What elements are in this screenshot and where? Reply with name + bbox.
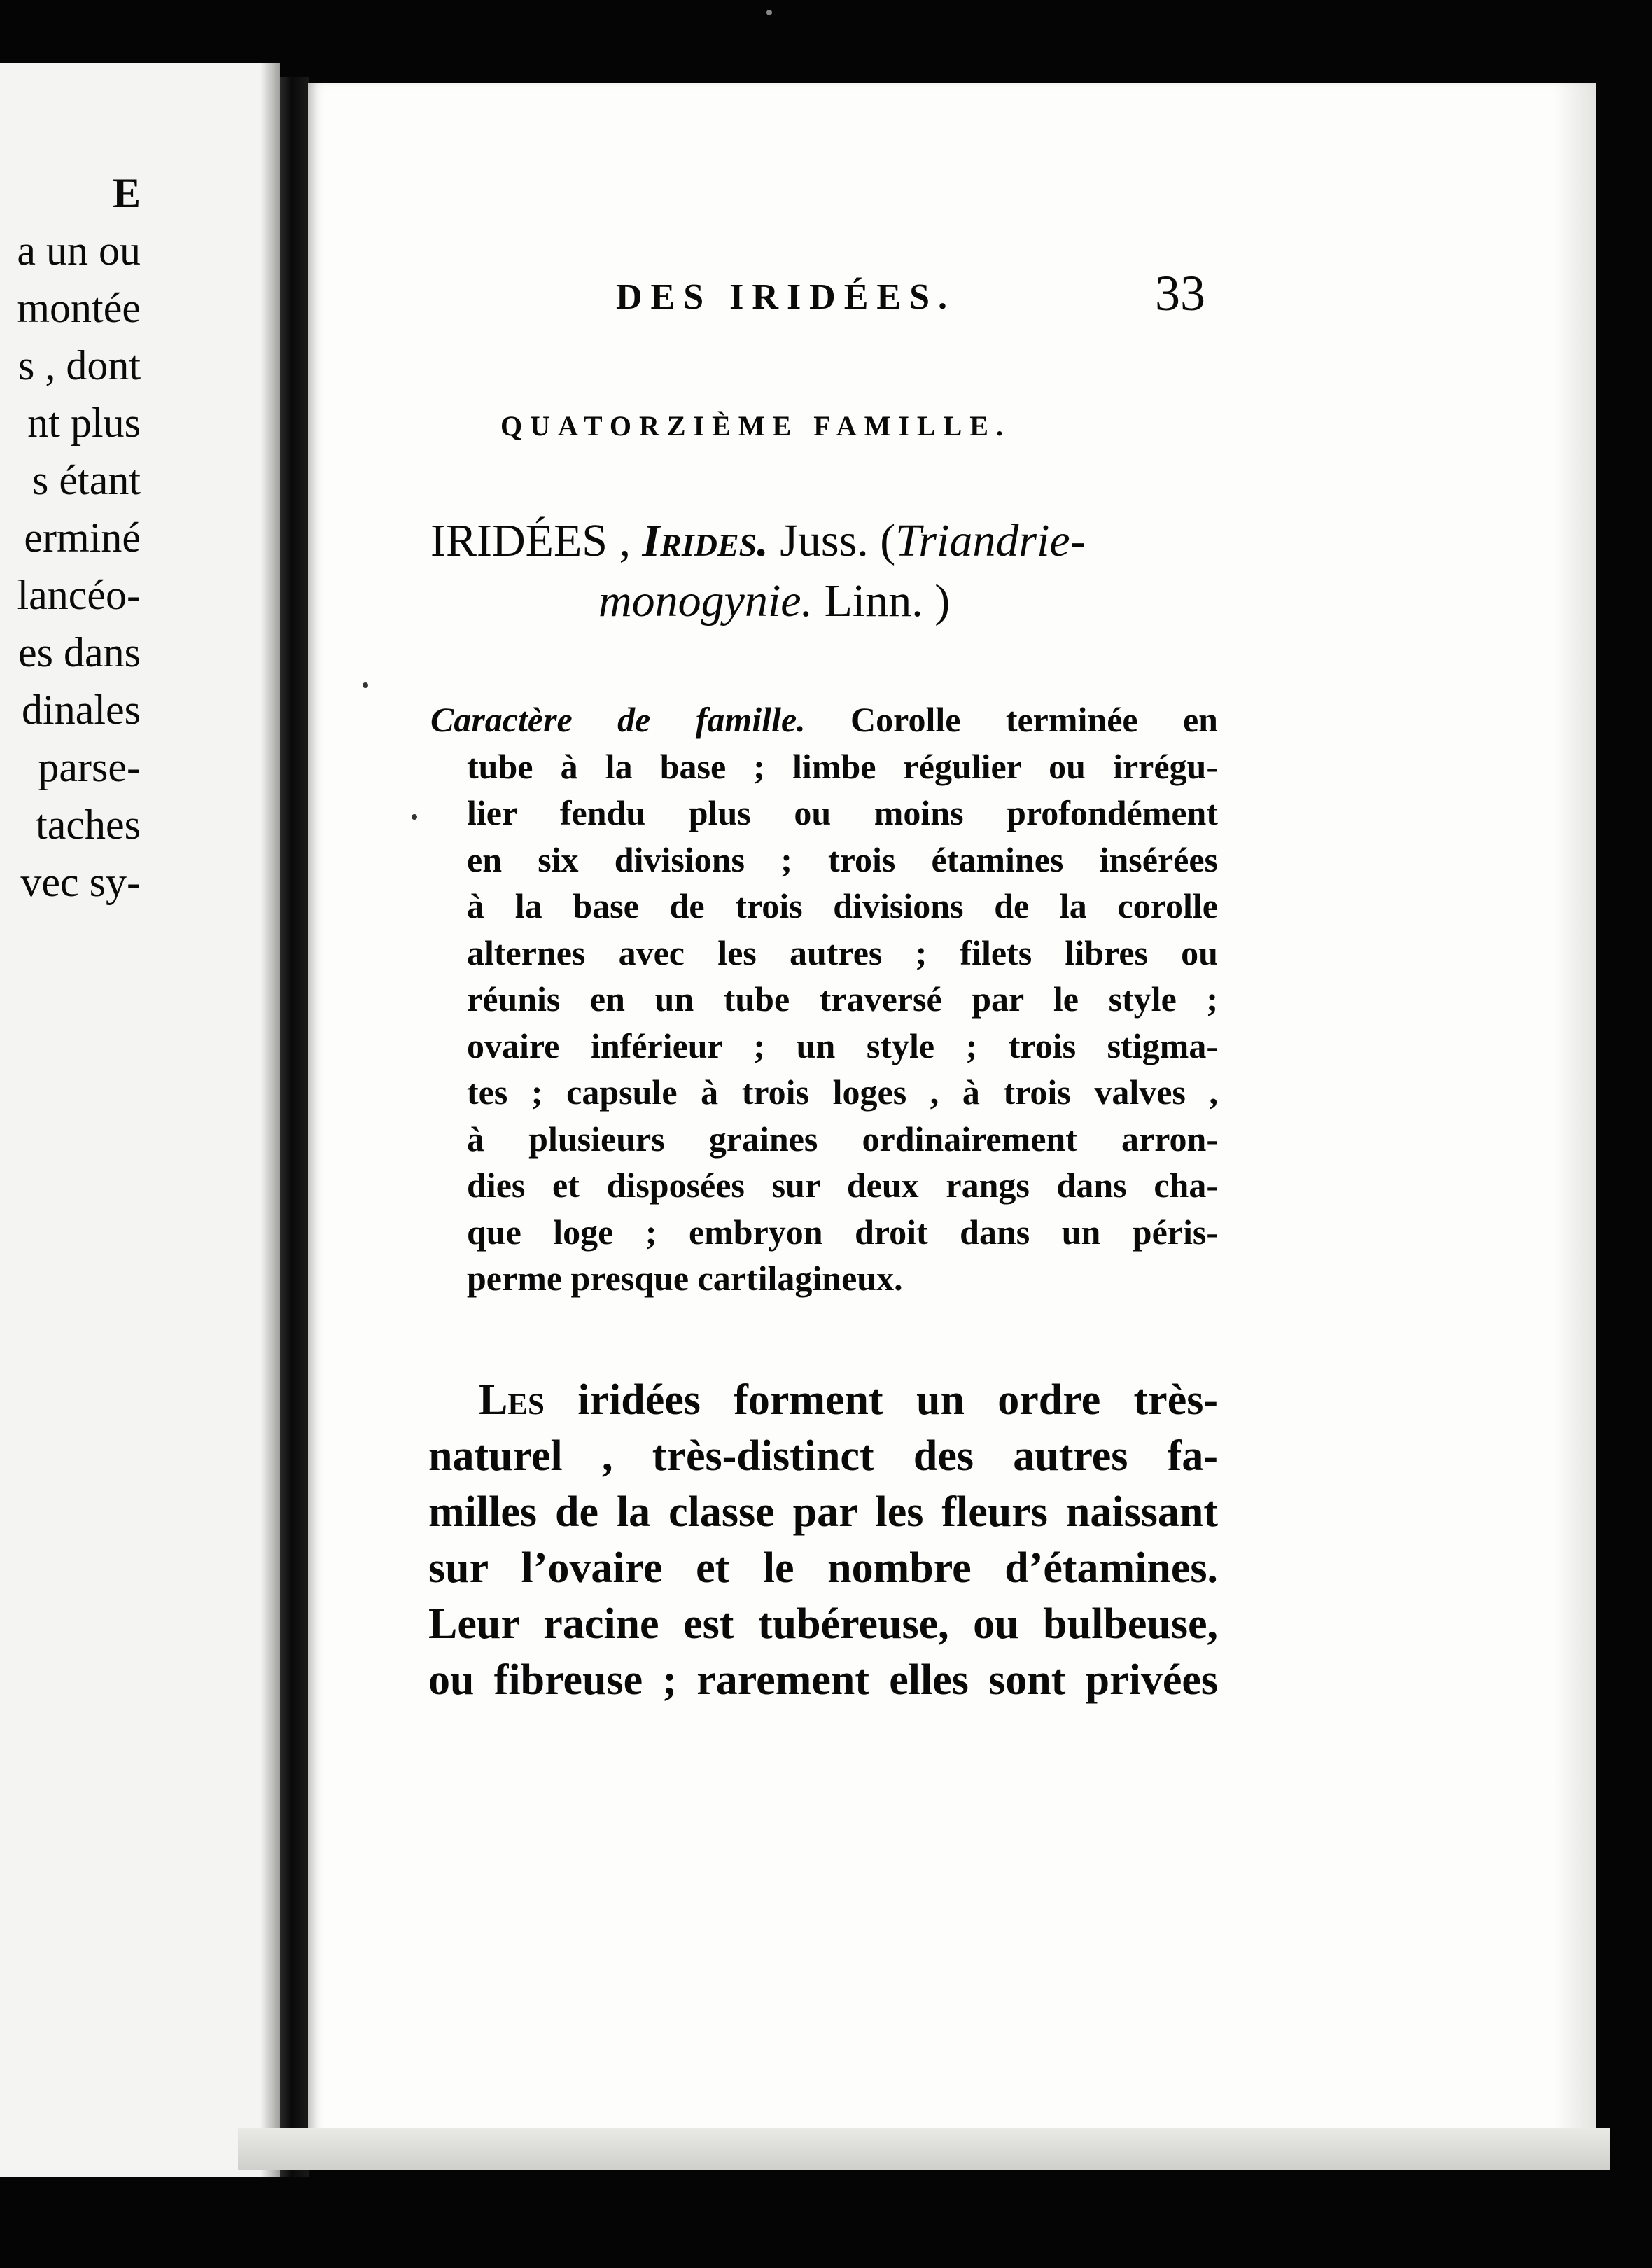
body-line: Leur racine est tubéreuse, ou bulbeuse, bbox=[428, 1600, 1218, 1648]
page-bottom-edge bbox=[238, 2128, 1610, 2170]
left-line: dinales bbox=[22, 687, 141, 733]
character-line: tes ; capsule à trois loges , à trois valves , bbox=[467, 1072, 1218, 1112]
character-line: à la base de trois divisions de la corolle bbox=[467, 886, 1218, 925]
left-line: parse- bbox=[38, 744, 141, 790]
character-line: en six divisions ; trois étamines insérées bbox=[467, 839, 1218, 879]
ink-speck bbox=[412, 814, 417, 820]
linnaean-order: monogynie. bbox=[598, 575, 813, 626]
ink-speck bbox=[363, 682, 368, 688]
family-character bbox=[430, 696, 1218, 1302]
character-text: Corolle terminée en bbox=[850, 700, 1218, 739]
body-line: milles de la classe par les fleurs naissant bbox=[428, 1488, 1218, 1536]
linnaean-authority: Linn. ) bbox=[824, 575, 951, 626]
family-name: IRIDÉES , bbox=[430, 515, 631, 566]
linnaean-class: Triandrie- bbox=[895, 515, 1086, 566]
family-title-line-2 bbox=[430, 571, 1228, 631]
left-line: s étant bbox=[32, 457, 141, 503]
body-paragraph bbox=[428, 1372, 1218, 1708]
left-line: s , dont bbox=[18, 342, 141, 388]
page-number: 33 bbox=[1155, 265, 1205, 321]
character-line: tube à la base ; limbe régulier ou irrégu- bbox=[467, 746, 1218, 786]
family-authority: Juss. ( bbox=[780, 515, 896, 566]
character-line bbox=[430, 696, 1218, 743]
left-line: vec sy- bbox=[20, 859, 141, 905]
character-line: que loge ; embryon droit dans un péris- bbox=[467, 1212, 1218, 1252]
left-line: es dans bbox=[18, 629, 141, 676]
family-latin-name: Irides. bbox=[642, 515, 769, 566]
character-line: ovaire inférieur ; un style ; trois stigma- bbox=[467, 1026, 1218, 1065]
body-line: ou fibreuse ; rarement elles sont privées bbox=[428, 1656, 1218, 1704]
left-line: taches bbox=[36, 802, 141, 848]
character-line: réunis en un tube traversé par le style ; bbox=[467, 979, 1218, 1018]
ink-speck bbox=[766, 10, 772, 15]
left-line: erminé bbox=[24, 514, 141, 561]
character-line: lier fendu plus ou moins profondément bbox=[467, 793, 1218, 832]
body-line: naturel , très-distinct des autres fa- bbox=[428, 1432, 1218, 1480]
body-line: sur l’ovaire et le nombre d’étamines. bbox=[428, 1544, 1218, 1592]
character-line: alternes avec les autres ; filets libres ou bbox=[467, 932, 1218, 972]
character-line: dies et disposées sur deux rangs dans cha- bbox=[467, 1166, 1218, 1205]
left-line: montée bbox=[17, 285, 141, 331]
left-line: nt plus bbox=[27, 400, 141, 446]
right-page-edge bbox=[1554, 83, 1596, 2137]
left-line: lancéo- bbox=[17, 572, 141, 618]
left-line: E bbox=[112, 170, 141, 216]
family-heading: QUATORZIÈME FAMILLE. bbox=[500, 410, 1011, 442]
dropcap-word: Les bbox=[479, 1376, 545, 1424]
character-label: Caractère de famille. bbox=[430, 700, 806, 739]
family-title-line-1 bbox=[430, 511, 1228, 571]
character-line: à plusieurs graines ordinairement arron- bbox=[467, 1119, 1218, 1158]
running-head: DES IRIDÉES. bbox=[616, 277, 956, 317]
character-line: perme presque cartilagineux. bbox=[467, 1259, 903, 1298]
family-title bbox=[430, 511, 1228, 631]
body-line bbox=[428, 1372, 1218, 1428]
body-line-text: iridées forment un ordre très- bbox=[578, 1376, 1218, 1424]
left-page-text bbox=[0, 164, 280, 911]
left-line: a un ou bbox=[17, 227, 141, 274]
book-gutter bbox=[280, 77, 309, 2177]
